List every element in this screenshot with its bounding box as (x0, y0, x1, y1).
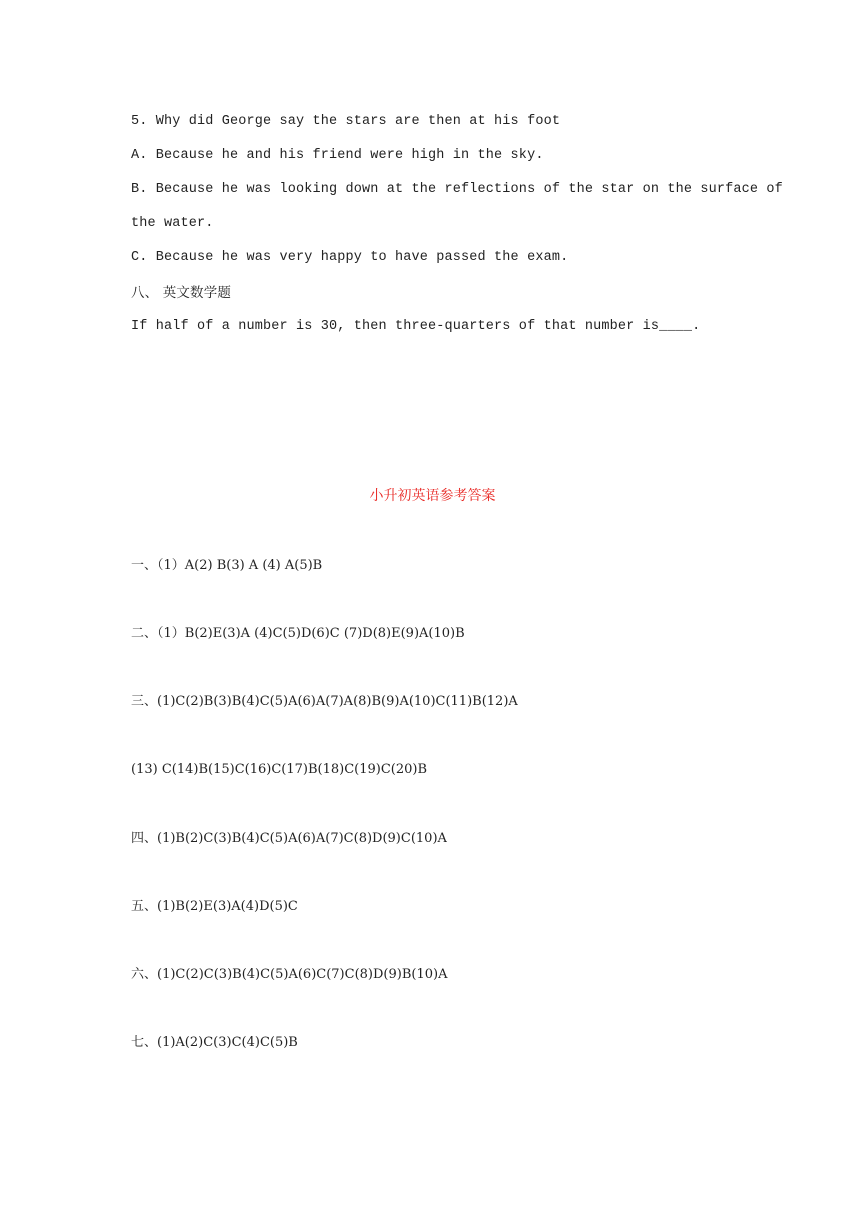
answer-section-2: 二、（1）B(2)E(3)A (4)C(5)D(6)C (7)D(8)E(9)A(10)B (131, 626, 465, 641)
question-5-option-a: A. Because he and his friend were high in the sky. (131, 148, 544, 163)
answer-section-3: 三、(1)C(2)B(3)B(4)C(5)A(6)A(7)A(8)B(9)A(10)C(11)B(12)A (131, 694, 518, 709)
answer-section-3-continued: (13) C(14)B(15)C(16)C(17)B(18)C(19)C(20)B (131, 762, 428, 777)
question-5-stem: 5. Why did George say the stars are then at his foot (131, 114, 561, 129)
answer-section-6: 六、(1)C(2)C(3)B(4)C(5)A(6)C(7)C(8)D(9)B(10)A (131, 967, 448, 982)
question-5-option-b-line2: the water. (131, 216, 214, 231)
answer-section-7: 七、(1)A(2)C(3)C(4)C(5)B (131, 1035, 298, 1050)
answer-section-5: 五、(1)B(2)E(3)A(4)D(5)C (131, 899, 298, 914)
section-8-title: 八、 英文数学题 (131, 285, 231, 301)
answer-section-1: 一、（1）A(2) B(3) A (4) A(5)B (131, 558, 323, 573)
question-5-option-b-line1: B. Because he was looking down at the reflections of the star on the surface of (131, 182, 783, 197)
section-8-question: If half of a number is 30, then three-quarters of that number is____. (131, 319, 701, 334)
answer-section-4: 四、(1)B(2)C(3)B(4)C(5)A(6)A(7)C(8)D(9)C(10)A (131, 831, 447, 846)
answer-key-heading: 小升初英语参考答案 (369, 488, 496, 504)
question-5-option-c: C. Because he was very happy to have passed the exam. (131, 250, 569, 265)
